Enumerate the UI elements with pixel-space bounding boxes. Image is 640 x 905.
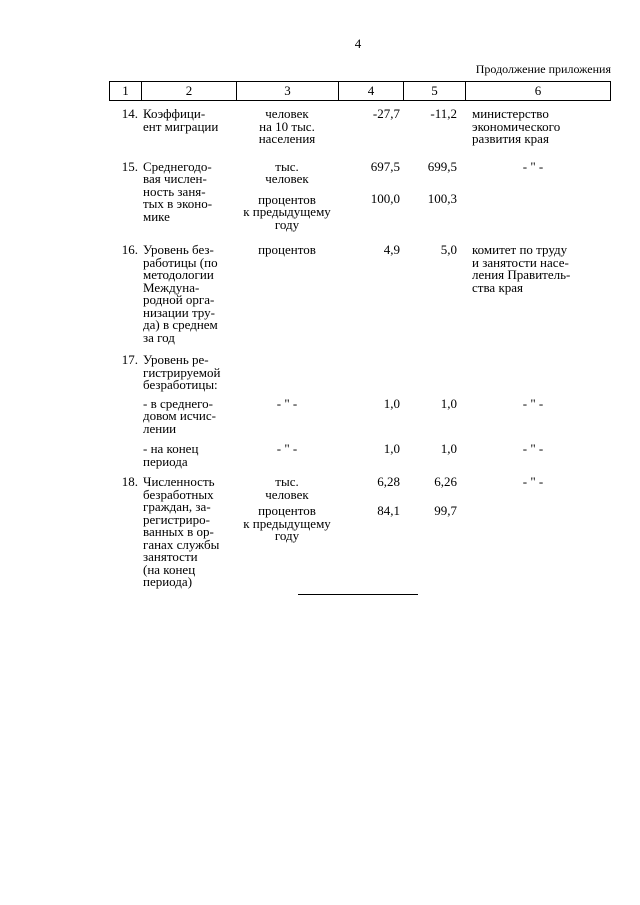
table-row [109, 158, 610, 232]
value-col5: 1,0 [440, 395, 457, 411]
col-header-1: 1 [110, 82, 142, 101]
indicator-name: Уровень без- работицы (по методологии Междуна- родной орга- низации тру- да) в среднем за год [143, 242, 218, 345]
value-col4: 6,28 [377, 474, 400, 489]
responsible: - " - [522, 474, 544, 489]
value-col5: 6,26 [434, 474, 457, 489]
value-col4: 4,9 [383, 242, 400, 257]
col-header-3: 3 [237, 82, 339, 101]
end-divider-line [298, 594, 418, 595]
value-col5: 1,0 [440, 441, 457, 456]
value-col5: 5,0 [440, 242, 457, 257]
unit: тыс. человек [265, 158, 309, 186]
responsible: министерство экономического развития края [472, 106, 561, 146]
unit: процентов к предыдущему году [243, 503, 331, 543]
value-col4: 1,0 [383, 441, 400, 456]
unit: процентов к предыдущему году [243, 191, 331, 232]
indicator-name: Среднегодо- вая числен- ность заня- тых в эконо- мике [143, 158, 213, 224]
indicator-name: - в среднего- довом исчис- лении [143, 395, 216, 436]
table-row [109, 108, 610, 146]
continuation-label: Продолжение приложения [475, 62, 611, 76]
value-col4: 84,1 [377, 502, 400, 518]
table-row [109, 354, 610, 392]
value-col5: -11,2 [430, 106, 457, 121]
unit: тыс. человек [265, 474, 309, 502]
responsible: - " - [522, 158, 544, 174]
indicator-name: Коэффици- ент миграции [143, 106, 219, 134]
page-number: 4 [354, 36, 362, 51]
value-col4: 100,0 [370, 191, 400, 206]
row-number: 14. [121, 106, 138, 121]
value-col5: 100,3 [427, 191, 457, 206]
col-header-6: 6 [466, 82, 611, 101]
unit: процентов [258, 242, 316, 257]
col-header-5: 5 [404, 82, 466, 101]
indicator-name: Численность безработных граждан, за- регистриро- ванных в ор- ганах службы занятости (на конец периода) [143, 474, 220, 589]
value-col4: 1,0 [383, 395, 400, 411]
col-header-4: 4 [339, 82, 404, 101]
indicator-name: - на конец периода [143, 441, 199, 469]
unit: - " - [276, 441, 298, 456]
table-row [109, 443, 610, 468]
row-number: 18. [121, 474, 138, 489]
row-number: 17. [121, 352, 138, 367]
value-col5: 699,5 [427, 158, 457, 174]
col-header-2: 2 [142, 82, 237, 101]
value-col5: 99,7 [434, 502, 457, 518]
table-body [109, 102, 610, 589]
table-row [109, 476, 610, 589]
table-row [109, 244, 610, 344]
value-col4: 697,5 [370, 158, 400, 174]
row-number: 15. [121, 158, 138, 174]
responsible: - " - [522, 395, 544, 411]
unit: человек на 10 тыс. населения [258, 106, 316, 146]
responsible: - " - [522, 441, 544, 456]
table-header [109, 81, 611, 101]
table-row [109, 395, 610, 436]
indicator-name: Уровень ре- гистрируемой безработицы: [143, 352, 221, 392]
value-col4: -27,7 [372, 106, 400, 121]
unit: - " - [276, 395, 298, 411]
responsible: комитет по труду и занятости насе- ления Правитель- ства края [472, 242, 571, 295]
row-number: 16. [121, 242, 138, 257]
